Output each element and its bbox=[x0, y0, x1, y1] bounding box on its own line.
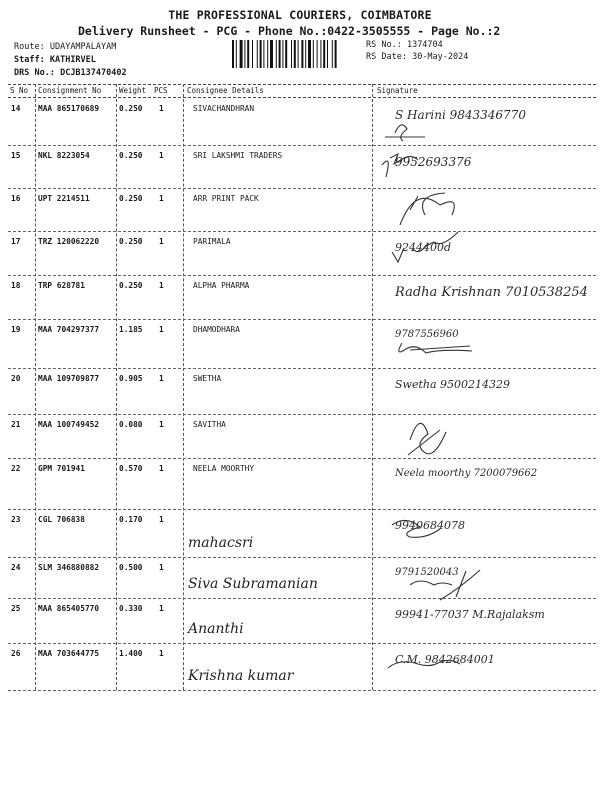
row-divider bbox=[8, 188, 596, 189]
row-signature-text: 9244400d bbox=[395, 241, 452, 254]
row-consignment-no: CGL 706838 bbox=[38, 515, 85, 524]
row-sno: 16 bbox=[11, 194, 21, 203]
barcode-bar bbox=[247, 40, 249, 68]
row-divider bbox=[8, 231, 596, 232]
barcode-bar bbox=[236, 40, 237, 68]
barcode-bar bbox=[232, 40, 234, 68]
row-sno: 25 bbox=[11, 604, 21, 613]
barcode-bar bbox=[335, 40, 337, 68]
row-signature-text: S Harini 9843346770 bbox=[395, 108, 526, 122]
row-divider bbox=[8, 557, 596, 558]
row-weight: 0.500 bbox=[119, 563, 143, 572]
barcode-bar bbox=[252, 40, 253, 68]
row-consignee: NEELA MOORTHY bbox=[193, 464, 255, 473]
row-weight: 0.250 bbox=[119, 151, 143, 160]
barcode-bar bbox=[317, 40, 318, 68]
row-pcs: 1 bbox=[159, 237, 164, 246]
barcode-bar bbox=[244, 40, 245, 68]
row-consignment-no: TRP 628781 bbox=[38, 281, 85, 290]
barcode-bar bbox=[301, 40, 303, 68]
drs-label: DRS No.: bbox=[14, 68, 55, 78]
row-consignment-no: MAA 865405770 bbox=[38, 604, 100, 613]
barcode-bar bbox=[270, 40, 273, 68]
row-consignment-no: GPM 701941 bbox=[38, 464, 85, 473]
col-divider bbox=[35, 84, 36, 690]
row-signature-text: Neela moorthy 7200079662 bbox=[395, 468, 538, 479]
staff-value: KATHIRVEL bbox=[49, 55, 96, 65]
barcode-bar bbox=[282, 40, 283, 68]
drs-info bbox=[14, 68, 127, 78]
row-weight: 0.250 bbox=[119, 237, 143, 246]
row-consignee-handwritten: Krishna kumar bbox=[188, 668, 294, 684]
col-header-pcs: PCS bbox=[154, 86, 168, 95]
col-header-sno: S No bbox=[10, 86, 29, 95]
row-sno: 14 bbox=[11, 104, 21, 113]
staff-label: Staff: bbox=[14, 55, 45, 65]
row-divider bbox=[8, 598, 596, 599]
barcode-bar bbox=[305, 40, 306, 68]
row-weight: 1.400 bbox=[119, 649, 143, 658]
barcode-image bbox=[232, 40, 360, 68]
rs-date-label: RS Date: bbox=[366, 52, 407, 62]
row-consignee: PARIMALA bbox=[193, 237, 231, 246]
row-consignee-handwritten: mahacsri bbox=[188, 535, 254, 551]
row-sno: 24 bbox=[11, 563, 21, 572]
row-sno: 22 bbox=[11, 464, 21, 473]
row-consignment-no: MAA 704297377 bbox=[38, 325, 100, 334]
row-signature-text: 99941-77037 M.Rajalaksm bbox=[395, 608, 545, 621]
row-divider bbox=[8, 643, 596, 644]
signature-scribble bbox=[399, 343, 472, 353]
row-consignment-no: NKL 8223054 bbox=[38, 151, 90, 160]
barcode-bar bbox=[260, 40, 262, 68]
row-signature-text: 9787556960 bbox=[395, 329, 459, 340]
rs-date-value: 30-May-2024 bbox=[412, 52, 469, 62]
row-divider bbox=[8, 690, 596, 691]
barcode-bar bbox=[257, 40, 258, 68]
row-sno: 26 bbox=[11, 649, 21, 658]
row-pcs: 1 bbox=[159, 151, 164, 160]
row-divider bbox=[8, 458, 596, 459]
row-sno: 15 bbox=[11, 151, 21, 160]
row-signature-text: 9940684078 bbox=[395, 519, 465, 532]
barcode-bar bbox=[320, 40, 321, 68]
row-weight: 0.570 bbox=[119, 464, 143, 473]
route-label: Route: bbox=[14, 42, 45, 52]
row-signature-text: Swetha 9500214329 bbox=[395, 378, 511, 391]
row-sno: 21 bbox=[11, 420, 21, 429]
row-pcs: 1 bbox=[159, 563, 164, 572]
row-signature-text: 9952693376 bbox=[395, 155, 472, 169]
barcode-bar bbox=[240, 40, 243, 68]
barcode-bar bbox=[285, 40, 287, 68]
barcode-bar bbox=[327, 40, 328, 68]
row-consignee: SWETHA bbox=[193, 374, 222, 383]
rs-no-value: 1374704 bbox=[406, 40, 443, 50]
route-info bbox=[14, 42, 116, 52]
row-consignment-no: TRZ 120062220 bbox=[38, 237, 100, 246]
col-divider bbox=[116, 84, 117, 690]
row-weight: 1.185 bbox=[119, 325, 143, 334]
row-pcs: 1 bbox=[159, 194, 164, 203]
drs-value: DCJB137470402 bbox=[60, 68, 127, 78]
row-divider bbox=[8, 275, 596, 276]
staff-info bbox=[14, 55, 96, 65]
runsheet-title: Delivery Runsheet - PCG - Phone No.:0422-3505555 - Page No.:2 bbox=[78, 24, 501, 38]
row-sno: 23 bbox=[11, 515, 21, 524]
col-header-consignment: Consignment No bbox=[38, 86, 102, 95]
row-pcs: 1 bbox=[159, 464, 164, 473]
row-pcs: 1 bbox=[159, 649, 164, 658]
row-consignee-handwritten: Ananthi bbox=[188, 621, 244, 637]
row-consignment-no: MAA 865170689 bbox=[38, 104, 100, 113]
row-pcs: 1 bbox=[159, 420, 164, 429]
header-top-rule bbox=[8, 84, 596, 85]
header-bottom-rule bbox=[8, 97, 596, 98]
rs-date-info bbox=[366, 52, 468, 62]
row-sno: 17 bbox=[11, 237, 21, 246]
col-header-weight: Weight bbox=[119, 86, 147, 95]
row-sno: 18 bbox=[11, 281, 21, 290]
barcode-bar bbox=[308, 40, 311, 68]
row-consignee-handwritten: Siva Subramanian bbox=[188, 576, 318, 592]
row-divider bbox=[8, 414, 596, 415]
barcode-bar bbox=[267, 40, 268, 68]
row-pcs: 1 bbox=[159, 281, 164, 290]
route-value: UDAYAMPALAYAM bbox=[49, 42, 117, 52]
barcode-bar bbox=[313, 40, 314, 68]
barcode-bar bbox=[279, 40, 281, 68]
barcode-bar bbox=[323, 40, 325, 68]
barcode-bar bbox=[263, 40, 264, 68]
row-pcs: 1 bbox=[159, 325, 164, 334]
row-weight: 0.905 bbox=[119, 374, 143, 383]
row-weight: 0.250 bbox=[119, 194, 143, 203]
row-pcs: 1 bbox=[159, 604, 164, 613]
row-consignee: ALPHA PHARMA bbox=[193, 281, 250, 290]
row-pcs: 1 bbox=[159, 104, 164, 113]
row-consignment-no: MAA 100749452 bbox=[38, 420, 100, 429]
row-consignee: SAVITHA bbox=[193, 420, 226, 429]
row-weight: 0.330 bbox=[119, 604, 143, 613]
row-consignment-no: MAA 703644775 bbox=[38, 649, 100, 658]
row-pcs: 1 bbox=[159, 374, 164, 383]
col-header-consignee: Consignee Details bbox=[187, 86, 264, 95]
row-divider bbox=[8, 368, 596, 369]
row-divider bbox=[8, 319, 596, 320]
row-consignee: DHAMODHARA bbox=[193, 325, 240, 334]
row-consignment-no: SLM 346880882 bbox=[38, 563, 100, 572]
col-divider bbox=[183, 84, 184, 690]
rs-no-label: RS No.: bbox=[366, 40, 402, 50]
signature-scribble bbox=[400, 193, 454, 225]
signature-scribble bbox=[385, 125, 425, 141]
row-sno: 19 bbox=[11, 325, 21, 334]
row-weight: 0.170 bbox=[119, 515, 143, 524]
barcode-bar bbox=[291, 40, 292, 68]
row-consignee: SRI LAKSHMI TRADERS bbox=[193, 151, 283, 160]
barcode-bar bbox=[276, 40, 277, 68]
barcode-bar bbox=[294, 40, 296, 68]
row-signature-text: Radha Krishnan 7010538254 bbox=[395, 285, 588, 300]
row-sno: 20 bbox=[11, 374, 21, 383]
col-header-signature: Signature bbox=[377, 86, 418, 95]
company-title: THE PROFESSIONAL COURIERS, COIMBATORE bbox=[168, 8, 432, 22]
row-divider bbox=[8, 509, 596, 510]
barcode-bar bbox=[332, 40, 333, 68]
row-consignee: SIVACHANDHRAN bbox=[193, 104, 255, 113]
barcode-bar bbox=[298, 40, 299, 68]
row-signature-text: 9791520043 bbox=[395, 567, 459, 578]
row-weight: 0.080 bbox=[119, 420, 143, 429]
row-divider bbox=[8, 145, 596, 146]
row-consignee: ARR PRINT PACK bbox=[193, 194, 259, 203]
row-signature-text: C.M. 9842684001 bbox=[395, 653, 495, 666]
row-consignment-no: MAA 109709877 bbox=[38, 374, 100, 383]
row-weight: 0.250 bbox=[119, 281, 143, 290]
rs-no-info bbox=[366, 40, 443, 50]
row-consignment-no: UPT 2214511 bbox=[38, 194, 90, 203]
row-weight: 0.250 bbox=[119, 104, 143, 113]
signature-scribble bbox=[408, 423, 446, 455]
col-divider bbox=[372, 84, 373, 690]
row-pcs: 1 bbox=[159, 515, 164, 524]
